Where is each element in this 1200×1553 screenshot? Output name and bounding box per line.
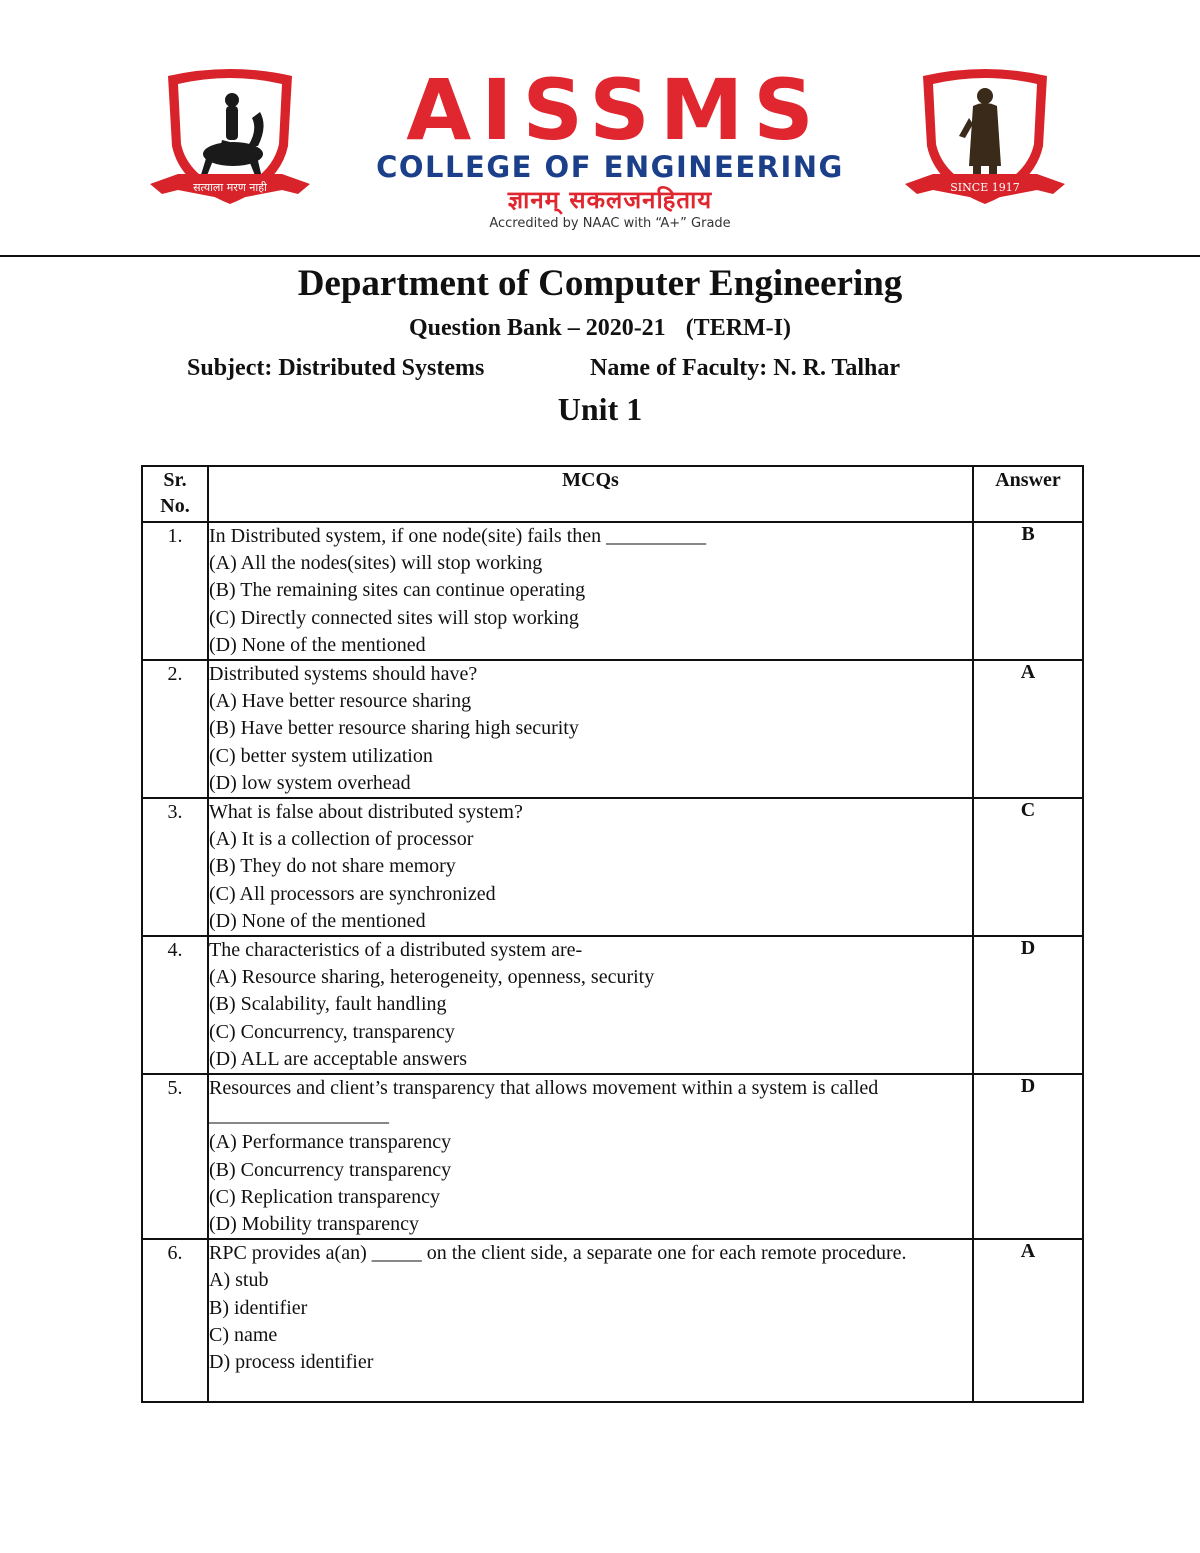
option-c: (C) better system utilization	[209, 744, 433, 767]
table-row	[142, 522, 1083, 660]
option-b: (B) They do not share memory	[209, 855, 456, 878]
option-c: C) name	[209, 1323, 278, 1346]
brand-motto: ज्ञानम् सकलजनहिताय	[507, 186, 713, 214]
table-header-row	[142, 466, 1083, 522]
header-mcqs: MCQs	[208, 466, 973, 522]
question-text: The characteristics of a distributed system are-	[209, 939, 583, 962]
option-a: (A) Performance transparency	[209, 1131, 452, 1154]
college-header	[0, 0, 1200, 262]
option-d: (D) Mobility transparency	[209, 1213, 419, 1236]
right-crest-logo	[903, 66, 1067, 212]
left-crest-logo	[148, 66, 312, 212]
row-answer: C	[973, 798, 1083, 936]
brand-subtitle: COLLEGE OF ENGINEERING	[376, 150, 844, 184]
department-title: Department of Computer Engineering	[297, 263, 903, 304]
term-label: (TERM-I)	[685, 315, 792, 341]
option-b: (B) The remaining sites can continue operating	[209, 579, 586, 602]
accreditation-text: Accredited by NAAC with “A+” Grade	[489, 216, 731, 231]
option-c: (C) Replication transparency	[209, 1185, 441, 1208]
question-bank-line	[0, 312, 1200, 344]
row-sr-no: 1.	[142, 522, 208, 660]
faculty-label: Name of Faculty: N. R. Talhar	[590, 355, 900, 381]
question-text: Distributed systems should have?	[209, 663, 478, 686]
option-b: B) identifier	[209, 1296, 308, 1319]
option-d: D) process identifier	[209, 1351, 374, 1374]
question-text: In Distributed system, if one node(site) fails then __________	[209, 525, 707, 547]
option-b: (B) Concurrency transparency	[209, 1158, 452, 1181]
option-c: (C) Directly connected sites will stop working	[209, 606, 579, 629]
question-text: RPC provides a(an) _____ on the client side, a separate one for each remote procedure.	[209, 1242, 907, 1265]
unit-title: Unit 1	[557, 391, 643, 427]
table-row	[142, 660, 1083, 798]
row-question-cell	[208, 1239, 973, 1402]
row-answer: A	[973, 1239, 1083, 1402]
question-text: What is false about distributed system?	[209, 801, 523, 824]
row-sr-no: 4.	[142, 936, 208, 1074]
row-sr-no: 2.	[142, 660, 208, 798]
row-sr-no: 5.	[142, 1074, 208, 1239]
table-row	[142, 1239, 1083, 1402]
option-d: (D) None of the mentioned	[209, 909, 426, 932]
subject-label: Subject: Distributed Systems	[187, 355, 485, 381]
option-c: (C) Concurrency, transparency	[209, 1020, 455, 1043]
option-a: (A) Resource sharing, heterogeneity, openness, security	[209, 966, 655, 989]
mcq-table	[141, 465, 1084, 1403]
row-answer: B	[973, 522, 1083, 660]
question-bank-label: Question Bank – 2020-21	[408, 315, 666, 341]
left-crest-banner-text: सत्याला मरण नाही	[193, 181, 267, 194]
option-d: (D) None of the mentioned	[209, 633, 426, 656]
row-answer: D	[973, 1074, 1083, 1239]
option-b: (B) Have better resource sharing high security	[209, 717, 579, 740]
row-answer: D	[973, 936, 1083, 1074]
row-question-cell	[208, 660, 973, 798]
header-answer: Answer	[973, 466, 1083, 522]
row-question-cell	[208, 798, 973, 936]
option-a: (A) It is a collection of processor	[209, 828, 474, 851]
table-row	[142, 936, 1083, 1074]
option-d: (D) ALL are acceptable answers	[209, 1047, 468, 1070]
row-sr-no: 3.	[142, 798, 208, 936]
right-crest-banner-text: SINCE 1917	[950, 181, 1020, 194]
option-a: (A) Have better resource sharing	[209, 690, 472, 713]
brand-name: AISSMS	[406, 61, 824, 159]
row-sr-no: 6.	[142, 1239, 208, 1402]
option-b: (B) Scalability, fault handling	[209, 993, 447, 1016]
header-divider	[0, 255, 1200, 257]
option-a: A) stub	[209, 1269, 269, 1292]
table-row	[142, 1074, 1083, 1239]
question-text: Resources and client’s transparency that allows movement within a system is called __________________	[209, 1077, 879, 1127]
brand-block	[370, 61, 850, 232]
option-c: (C) All processors are synchronized	[209, 882, 496, 905]
row-question-cell	[208, 522, 973, 660]
table-row	[142, 798, 1083, 936]
row-question-cell	[208, 1074, 973, 1239]
option-a: (A) All the nodes(sites) will stop working	[209, 552, 543, 575]
option-d: (D) low system overhead	[209, 771, 411, 794]
header-sr-no: Sr. No.	[142, 466, 208, 522]
row-answer: A	[973, 660, 1083, 798]
row-question-cell	[208, 936, 973, 1074]
